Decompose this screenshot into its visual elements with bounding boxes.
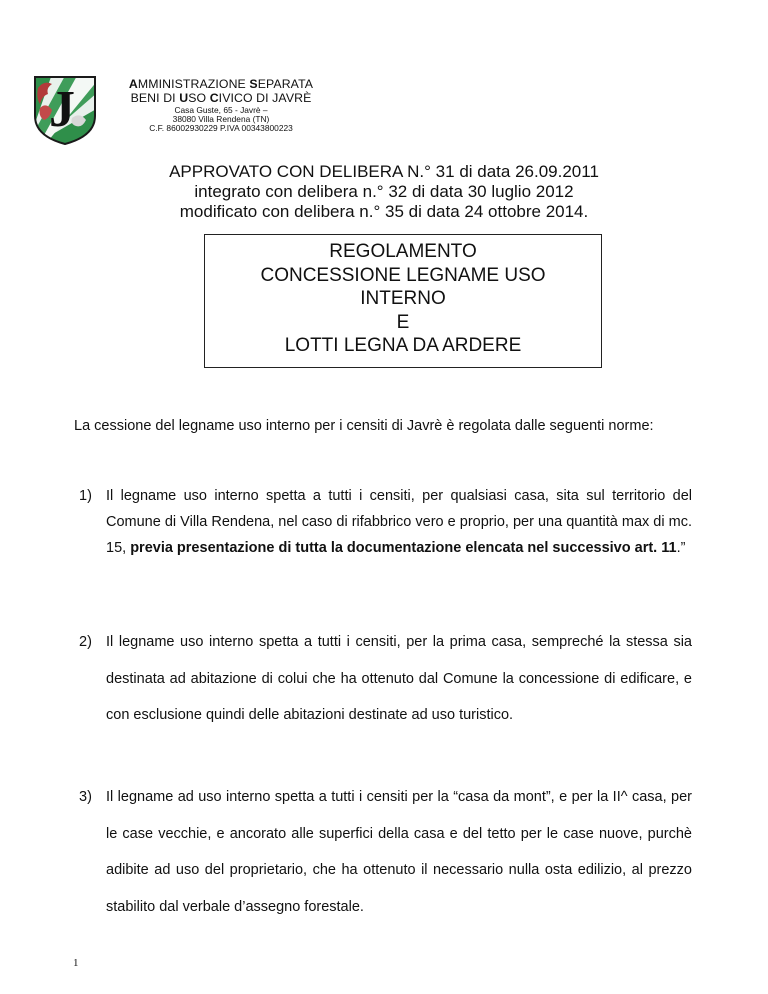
list-item-number: 2)	[79, 634, 92, 650]
page-number: 1	[73, 957, 79, 969]
approval-line-2: integrato con delibera n.° 32 di data 30 luglio 2012	[194, 182, 574, 201]
list-item-1	[79, 483, 692, 561]
org-name-line1: AMMINISTRAZIONE SEPARATA	[128, 77, 314, 91]
org-address-line2: 38080 Villa Rendena (TN)	[172, 113, 270, 124]
org-name-line2: BENI DI USO CIVICO DI JAVRÈ	[130, 90, 312, 105]
title-line-4: E	[396, 311, 410, 333]
list-item-2	[79, 624, 692, 734]
list-item-number: 1)	[79, 488, 92, 504]
list-item-3	[79, 779, 692, 925]
title-line-5: LOTTI LEGNA DA ARDERE	[284, 335, 522, 356]
approval-line-3: modificato con delibera n.° 35 di data 24 ottobre 2014.	[179, 202, 589, 221]
emphasis-text: previa presentazione di tutta la documentazione elencata nel successivo art. 11	[130, 540, 677, 556]
coat-of-arms-logo	[32, 74, 98, 146]
intro-paragraph: La cessione del legname uso interno per i censiti di Javrè è regolata dalle seguenti norme:	[74, 418, 654, 434]
title-line-1: REGOLAMENTO	[329, 241, 477, 262]
list-item-text: Il legname uso interno spetta a tutti i censiti, per la prima casa, sempreché la stessa sia destinata ad abitazione di colui che ha ottenuto dal Comune la concessione di edificare, e con esclusione quindi delle abitazioni destinate ad uso turistico.	[106, 634, 692, 723]
list-item-text: Il legname uso interno spetta a tutti i censiti, per qualsiasi casa, sita sul territorio del Comune di Villa Rendena, nel caso di rifabbrico vero e proprio, per una quantità max di mc. 15, previa presentazione di tutta la documentazione elencata nel successivo art. 11.”	[106, 488, 692, 556]
logo-letter: J	[49, 81, 75, 138]
approval-notes	[80, 162, 688, 222]
title-line-3: INTERNO	[360, 288, 446, 309]
approval-line-1: APPROVATO CON DELIBERA N.° 31 di data 26.09.2011	[169, 162, 599, 181]
title-line-2: CONCESSIONE LEGNAME USO	[260, 264, 546, 286]
list-item-text: Il legname ad uso interno spetta a tutti i censiti per la “casa da mont”, e per la II^ casa, per le case vecchie, e ancorato alle superfici della casa e del tetto per le case nuove, purchè adibite ad uso del proprietario, che ha ottenuto il necessario nulla osta edilizio, al prezzo stabilito dal verbale d’assegno forestale.	[106, 789, 692, 915]
org-tax-codes: C.F. 86002930229 P.IVA 00343800223	[149, 123, 293, 134]
document-title-box	[204, 234, 602, 368]
list-item-number: 3)	[79, 789, 92, 805]
org-address-line1: Casa Guste, 65 - Javrè –	[174, 104, 268, 115]
organization-header	[114, 78, 328, 134]
